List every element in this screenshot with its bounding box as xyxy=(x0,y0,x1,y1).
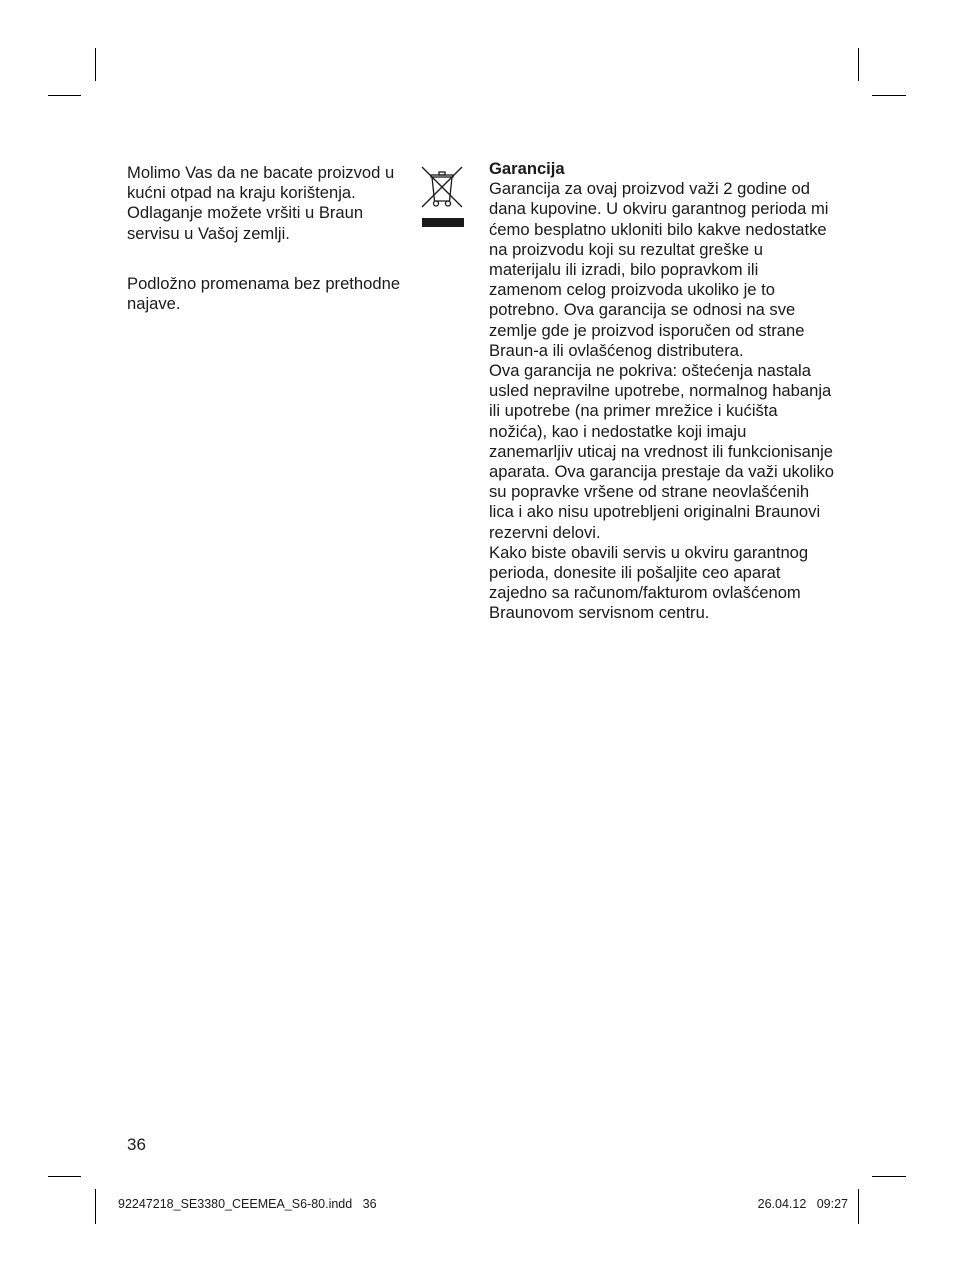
crop-mark xyxy=(95,1189,96,1224)
notice-text: Podložno promenama bez prethodne najave. xyxy=(127,273,401,314)
file-info: 92247218_SE3380_CEEMEA_S6-80.indd 36 xyxy=(118,1197,377,1211)
warranty-heading: Garancija xyxy=(489,159,565,178)
warranty-paragraph: Ova garancija ne pokriva: oštećenja nastala usled nepravilne upotrebe, normalnog habanja ili upotrebe (na primer mrežice i kućišta nožića), kao i nedostatke koji imaju zanemarljiv uticaj na vrednost ili funkcionisanje aparata. Ova garancija prestaje da važi ukoliko su popravke vršene od strane neovlašćenih lica i ako nisu upotrebljeni originalni Braunovi rezervni delovi. xyxy=(489,361,834,542)
crop-mark xyxy=(858,48,859,81)
crop-mark xyxy=(872,95,906,96)
crop-mark xyxy=(872,1176,906,1177)
disposal-section xyxy=(127,163,412,314)
page-number: 36 xyxy=(127,1135,146,1154)
disposal-text: Molimo Vas da ne bacate proizvod u kućni otpad na kraju korištenja. Odlaganje možete vršiti u Braun servisu u Vašoj zemlji. xyxy=(127,163,395,243)
crop-mark xyxy=(48,1176,81,1177)
crop-mark xyxy=(95,48,96,81)
warranty-section xyxy=(489,159,834,624)
crop-mark xyxy=(48,95,81,96)
warranty-paragraph: Kako biste obavili servis u okviru garantnog perioda, donesite ili pošaljite ceo aparat zajedno sa računom/fakturom ovlašćenom Braunovom servisnom centru. xyxy=(489,542,809,623)
crossed-out-wheelie-bin-icon xyxy=(418,163,466,231)
warranty-paragraph: Garancija za ovaj proizvod važi 2 godine od dana kupovine. U okviru garantnog perioda mi ćemo besplatno ukloniti bilo kakve nedostatke na proizvodu koji su rezultat greške u materijalu ili izradi, bilo popravkom ili zamenom celog proizvoda ukoliko je to potrebno. Ova garancija se odnosi na sve zemlje gde je proizvod isporučen od strane Braun-a ili ovlašćenog distributera. xyxy=(489,179,829,360)
crop-mark xyxy=(858,1189,859,1224)
date-time: 26.04.12 09:27 xyxy=(757,1197,848,1211)
